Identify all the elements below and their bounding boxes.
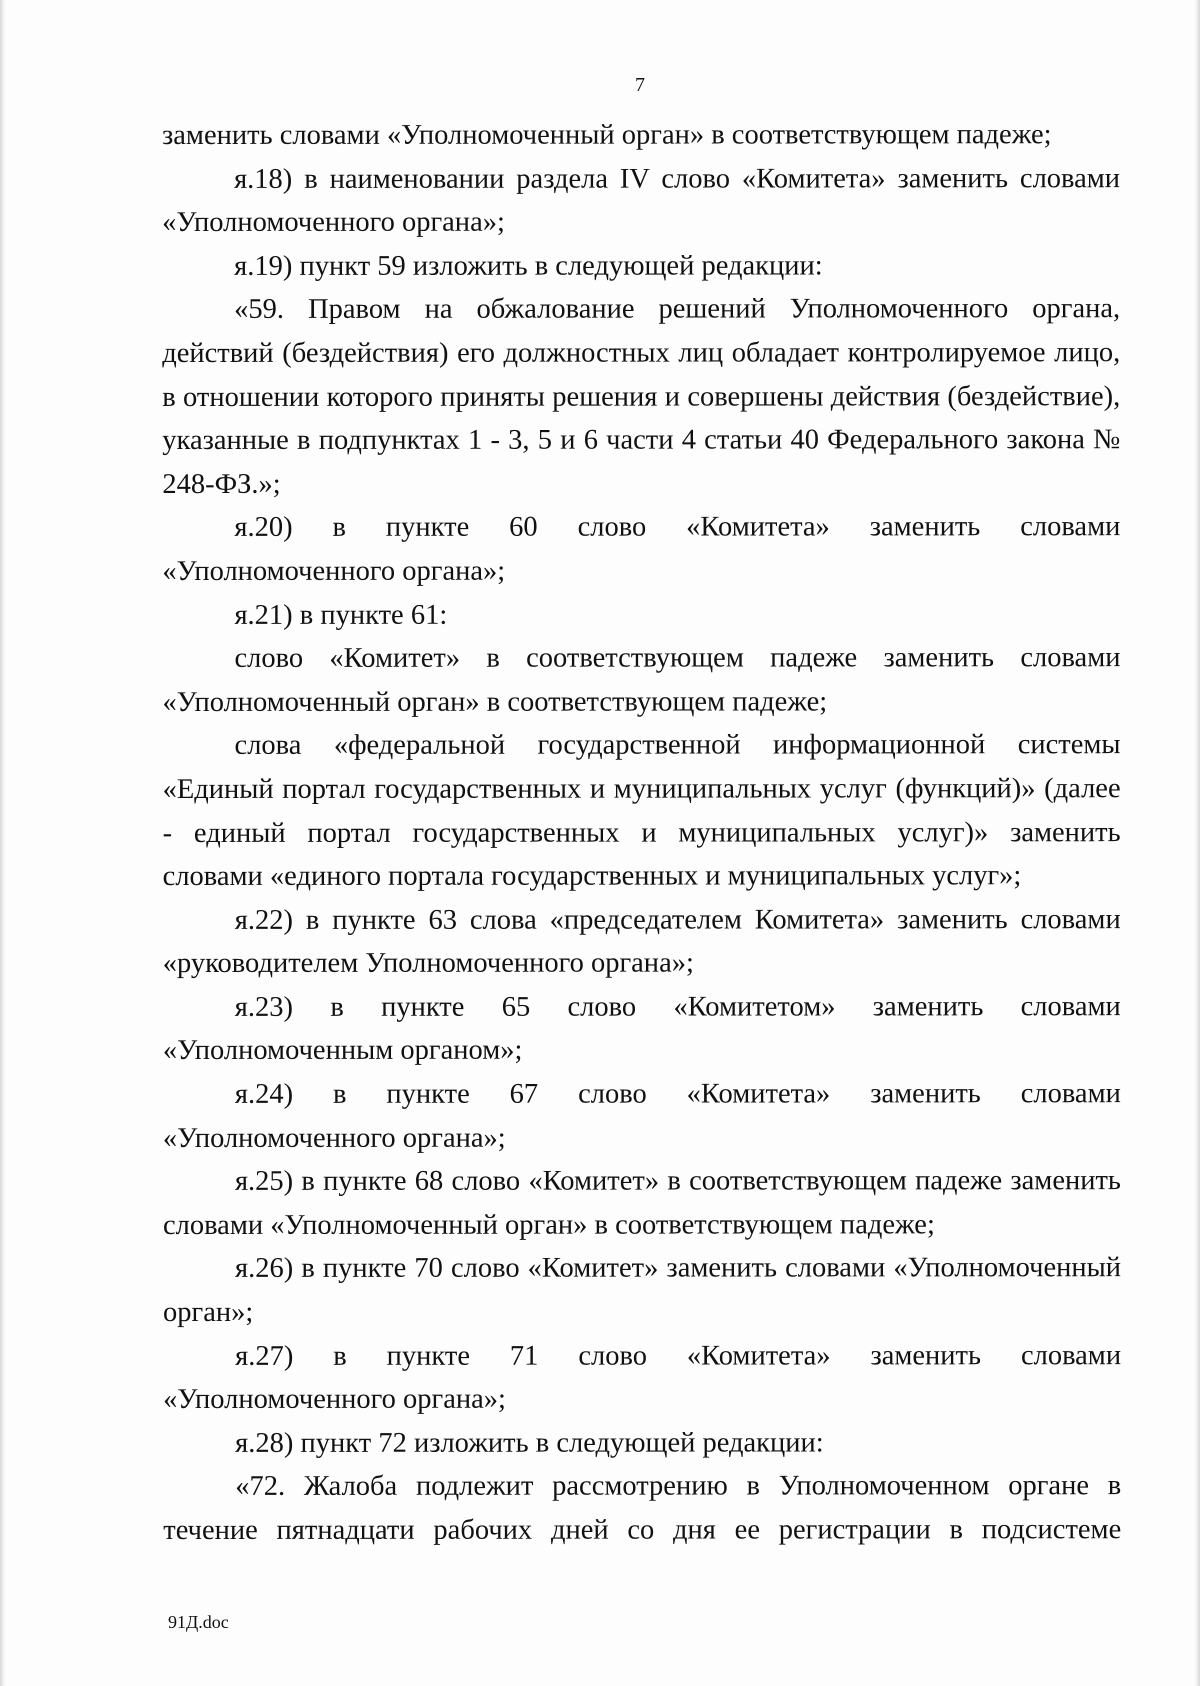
- scan-edge-left: [0, 0, 6, 1686]
- paragraph: я.24) в пункте 67 слово «Комитета» заменить словами «Уполномоченного органа»;: [162, 1078, 1121, 1154]
- paragraph: заменить словами «Уполномоченный орган» в соответствующем падеже;: [162, 119, 1052, 151]
- paragraph: слова «федеральной государственной информационной системы «Единый портал государственных и муниципальных услуг (функций)» (далее - единый портал государственных и муниципальных услуг)» заменить словами «единого портала государственных и муниципальных услуг»;: [162, 729, 1121, 893]
- paragraph: я.25) в пункте 68 слово «Комитет» в соответствующем падеже заменить словами «Уполномоченный орган» в соответствующем падеже;: [162, 1165, 1121, 1241]
- file-name-footer: 91Д.doc: [168, 1612, 229, 1632]
- paragraph: я.28) пункт 72 изложить в следующей редакции:: [235, 1427, 824, 1459]
- paragraph: я.26) в пункте 70 слово «Комитет» заменить словами «Уполномоченный орган»;: [163, 1252, 1122, 1329]
- document-body: [162, 113, 1121, 1552]
- paragraph: я.22) в пункте 63 слова «председателем Комитета» заменить словами «руководителем Уполномоченного органа»;: [162, 903, 1121, 980]
- paragraph: я.23) в пункте 65 слово «Комитетом» заменить словами «Уполномоченным органом»;: [162, 991, 1121, 1067]
- paragraph: я.27) в пункте 71 слово «Комитета» заменить словами «Уполномоченного органа»;: [163, 1339, 1122, 1416]
- paragraph: «72. Жалоба подлежит рассмотрению в Уполномоченном органе в течение пятнадцати рабочих дней со дня ее регистрации в подсистеме: [163, 1470, 1122, 1546]
- paragraph: я.18) в наименовании раздела IV слово «Комитета» заменить словами «Уполномоченного органа»;: [162, 162, 1121, 239]
- paragraph: я.19) пункт 59 изложить в следующей редакции:: [234, 250, 823, 282]
- paragraph: я.21) в пункте 61:: [234, 599, 448, 631]
- page-number: 7: [635, 74, 645, 96]
- paragraph: слово «Комитет» в соответствующем падеже заменить словами «Уполномоченный орган» в соответствующем падеже;: [162, 642, 1121, 718]
- paragraph: я.20) в пункте 60 слово «Комитета» заменить словами «Уполномоченного органа»;: [162, 511, 1121, 587]
- scan-edge-right: [1194, 0, 1200, 1686]
- paragraph: «59. Правом на обжалование решений Уполномоченного органа, действий (бездействия) его должностных лиц обладает контролируемое лицо, в отношении которого приняты решения и совершены действия (бездействие), указанные в подпунктах 1 - 3, 5 и 6 части 4 статьи 40 Федерального закона № 248-ФЗ.»;: [162, 293, 1121, 500]
